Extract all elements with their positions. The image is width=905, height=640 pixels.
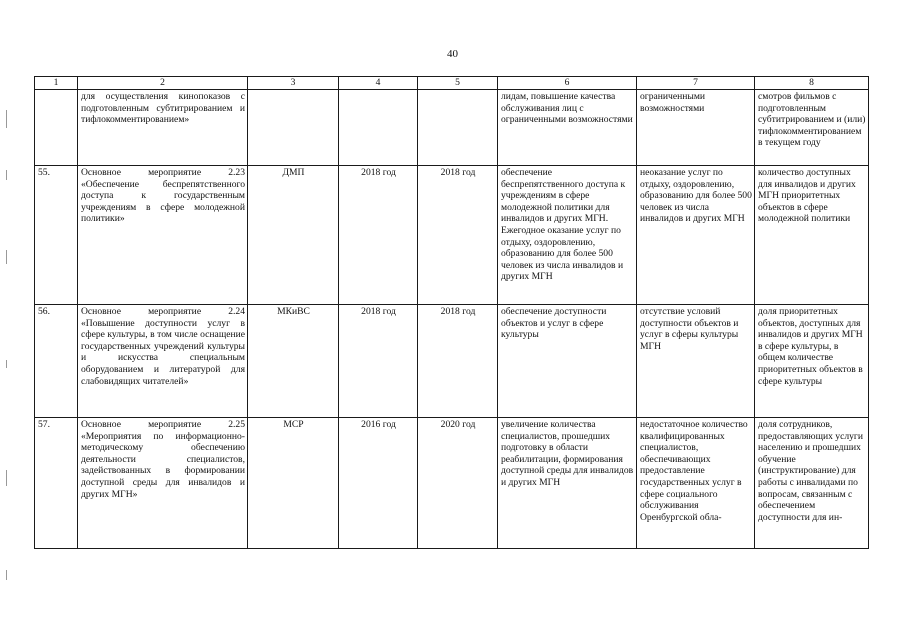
row-number-cell: 55. xyxy=(35,166,78,305)
column-header: 7 xyxy=(637,77,755,90)
end-year-cell: 2020 год xyxy=(418,418,498,549)
consequences-cell: ограниченными возможностями xyxy=(637,90,755,166)
column-header: 4 xyxy=(339,77,418,90)
measure-name-cell: для осуществления кинопоказов с подготовленным субтитрированием и тифлокомментированием» xyxy=(78,90,248,166)
header-row xyxy=(35,77,869,90)
indicator-cell: смотров фильмов с подготовленным субтитрированием и (или) тифлокомментированием в текущем году xyxy=(755,90,869,166)
end-year-cell xyxy=(418,90,498,166)
column-header: 5 xyxy=(418,77,498,90)
indicator-cell: количество доступных для инвалидов и других МГН приоритетных объектов в сфере молодежной политики xyxy=(755,166,869,305)
column-header: 8 xyxy=(755,77,869,90)
start-year-cell: 2018 год xyxy=(339,305,418,418)
table-row-continuation xyxy=(35,90,869,166)
measure-name-cell: Основное мероприятие 2.23 «Обеспечение беспрепятственного доступа к государственным учреждениям в сфере молодежной политики» xyxy=(78,166,248,305)
executor-cell: МКиВС xyxy=(248,305,339,418)
end-year-cell: 2018 год xyxy=(418,305,498,418)
expected-result-cell: увеличение количества специалистов, прошедших подготовку в области реабилитации, формирования доступной среды для инвалидов и других МГН xyxy=(498,418,637,549)
scan-edge-marks xyxy=(6,110,8,610)
indicator-cell: доля сотрудников, предоставляющих услуги населению и прошедших обучение (инструктирование) для работы с инвалидами по вопросам, связанным с обеспечением доступности для ин- xyxy=(755,418,869,549)
column-header: 6 xyxy=(498,77,637,90)
table-row xyxy=(35,305,869,418)
row-number-cell: 56. xyxy=(35,305,78,418)
measure-name-cell: Основное мероприятие 2.25 «Мероприятия по информационно-методическому обеспечению деятельности специалистов, задействованных в формировании доступной среды для инвалидов и других МГН» xyxy=(78,418,248,549)
start-year-cell: 2016 год xyxy=(339,418,418,549)
column-header: 1 xyxy=(35,77,78,90)
start-year-cell xyxy=(339,90,418,166)
row-number-cell: 57. xyxy=(35,418,78,549)
row-number-cell xyxy=(35,90,78,166)
consequences-cell: недостаточное количество квалифицированных специалистов, обеспечивающих предоставление государственных услуг в сфере социального обслуживания Оренбургской обла- xyxy=(637,418,755,549)
page-number: 40 xyxy=(447,48,458,60)
expected-result-cell: лидам, повышение качества обслуживания лиц с ограниченными возможностями xyxy=(498,90,637,166)
executor-cell xyxy=(248,90,339,166)
table-row xyxy=(35,166,869,305)
indicator-cell: доля приоритетных объектов, доступных для инвалидов и других МГН в сфере культуры, в общем количестве приоритетных объектов в сфере культуры xyxy=(755,305,869,418)
table-row xyxy=(35,418,869,549)
executor-cell: ДМП xyxy=(248,166,339,305)
expected-result-cell: обеспечение доступности объектов и услуг в сфере культуры xyxy=(498,305,637,418)
measure-name-cell: Основное мероприятие 2.24 «Повышение доступности услуг в сфере культуры, в том числе оснащение государственных учреждений культуры и искусства специальным оборудованием и литературой для слабовидящих читателей» xyxy=(78,305,248,418)
start-year-cell: 2018 год xyxy=(339,166,418,305)
measures-table xyxy=(34,76,869,549)
column-header: 3 xyxy=(248,77,339,90)
executor-cell: МСР xyxy=(248,418,339,549)
consequences-cell: неоказание услуг по отдыху, оздоровлению, образованию для более 500 человек из числа инвалидов и других МГН xyxy=(637,166,755,305)
column-header: 2 xyxy=(78,77,248,90)
end-year-cell: 2018 год xyxy=(418,166,498,305)
consequences-cell: отсутствие условий доступности объектов и услуг в сферы культуры МГН xyxy=(637,305,755,418)
expected-result-cell: обеспечение беспрепятственного доступа к учреждениям в сфере молодежной политики для инвалидов и других МГН. Ежегодное оказание услуг по отдыху, оздоровлению, образованию для более 500 человек из числа инвалидов и других МГН xyxy=(498,166,637,305)
